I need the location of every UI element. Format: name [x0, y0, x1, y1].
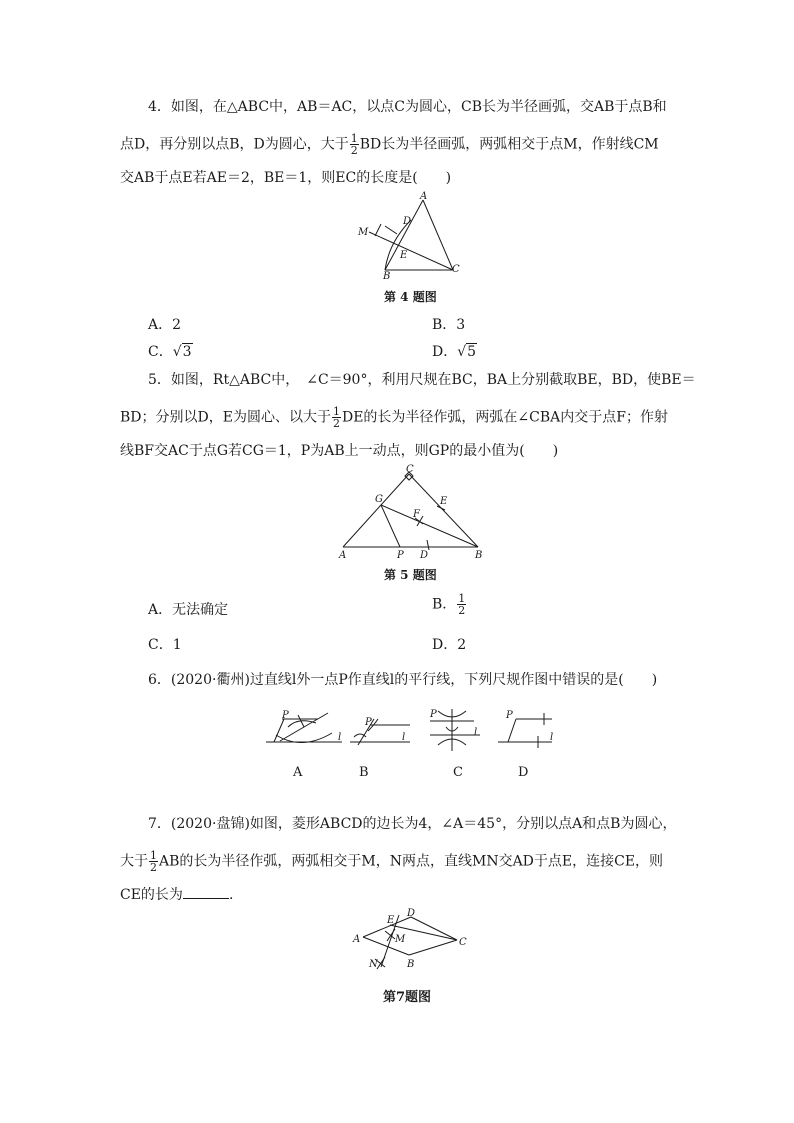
q4-option-c-radicand: 3	[182, 344, 192, 360]
q5-option-b-prefix: B．	[432, 596, 457, 613]
q4-line-2-part-a: 点D，再分别以点B，D为圆心，大于	[120, 136, 349, 153]
q7-line-2-part-a: 大于	[120, 853, 148, 870]
q7-line-bc	[409, 940, 457, 955]
q7-answer-blank[interactable]	[183, 884, 229, 899]
q4-line-2-part-b: BD长为半径画弧，两弧相交于点M，作射线CM	[359, 136, 659, 153]
q4-option-d-prefix: D．	[432, 344, 458, 360]
q5-ray-bg	[381, 505, 478, 547]
q5-fraction	[332, 406, 341, 429]
q6-fig-a-label-l: l	[338, 732, 342, 743]
q6-fig-a-label-p: P	[282, 710, 289, 721]
q4-label-d: D	[403, 216, 412, 227]
q5-option-d: D．2	[432, 637, 467, 653]
q7-line-dc	[411, 917, 457, 940]
q5-tick-d	[427, 540, 429, 550]
q5-text-line-3: 线BF交AC于点G若CG＝1，P为AB上一动点，则GP的最小值为( )	[120, 443, 559, 459]
q5-option-b-num: 1	[458, 592, 466, 605]
q4-frac-num: 1	[350, 132, 358, 145]
q7-line-3-end: .	[228, 887, 234, 903]
q4-fraction	[350, 133, 359, 156]
q5-line-2-part-b: DE的长为半径作弧，两弧在∠CBA内交于点F；作射	[341, 409, 668, 426]
q7-label-n: N	[369, 959, 378, 970]
q7-line-3-text: CE的长为	[120, 887, 183, 903]
q6-text-line-1: 6．(2020·衢州)过直线l外一点P作直线l的平行线，下列尺规作图中错误的是( )	[148, 672, 658, 688]
q4-option-c-sqrt: √3	[172, 344, 192, 360]
q4-label-a: A	[420, 191, 428, 202]
q6-fig-b-label-p: P	[365, 717, 372, 728]
q5-label-e: E	[440, 496, 448, 507]
q4-ray-cm	[369, 232, 453, 270]
q4-option-d-sqrt: √5	[457, 344, 477, 360]
q4-option-c	[148, 342, 193, 362]
q6-figure-b	[350, 719, 410, 745]
q4-text-line-1: 4．如图，在△ABC中，AB＝AC，以点C为圆心，CB长为半径画弧，交AB于点B和	[148, 99, 667, 115]
q6-figure-a	[266, 713, 342, 743]
q6-label-c: C	[453, 765, 463, 780]
q5-line-gp	[381, 505, 400, 547]
q7-label-m: M	[395, 934, 406, 945]
q5-figure	[333, 462, 498, 562]
q5-label-f: F	[413, 509, 420, 520]
q4-text-line-3: 交AB于点E若AE＝2，BE＝1，则EC的长度是( )	[120, 170, 452, 186]
q6-figures	[262, 705, 562, 755]
q7-line-2-part-b: AB的长为半径作弧，两弧相交于M，N两点，直线MN交AD于点E，连接CE，则	[159, 853, 664, 870]
q5-caption: 第 5 题图	[384, 568, 437, 582]
q7-frac-num: 1	[150, 849, 157, 862]
q7-text-line-1: 7．(2020·盘锦)如图，菱形ABCD的边长为4，∠A＝45°，分别以点A和点B为圆心，	[148, 816, 677, 832]
q4-label-m: M	[358, 227, 369, 238]
q6-label-b: B	[359, 765, 369, 780]
q4-option-d	[432, 342, 477, 362]
q6-fig-c-label-l: l	[474, 727, 478, 738]
q5-option-b-den: 2	[458, 604, 466, 617]
q7-caption: 第7题图	[383, 990, 432, 1005]
q7-text-line-2	[120, 850, 663, 873]
q6-fig-d-label-p: P	[506, 710, 513, 721]
q5-option-a: A．无法确定	[148, 602, 229, 618]
q7-label-e: E	[387, 915, 395, 926]
q5-label-b: B	[475, 550, 483, 561]
q6-label-a: A	[293, 765, 303, 780]
q7-frac-den: 2	[150, 861, 157, 874]
q4-figure	[355, 190, 475, 280]
q7-figure	[345, 905, 475, 975]
q5-option-b-fraction	[457, 593, 466, 616]
q4-small-arc-1	[385, 226, 397, 234]
q4-frac-den: 2	[350, 144, 358, 157]
q7-arc-n2	[377, 957, 385, 969]
q7-label-c: C	[459, 937, 467, 948]
q5-option-b	[432, 593, 467, 616]
q6-fig-c-label-p: P	[430, 709, 437, 720]
q4-option-d-radicand: 5	[467, 344, 477, 360]
q4-option-a: A．2	[148, 317, 182, 333]
q5-text-line-2	[120, 406, 668, 429]
q5-label-g: G	[375, 494, 383, 505]
q6-label-d: D	[518, 765, 529, 780]
q5-label-c: C	[406, 464, 414, 475]
q6-figure-c	[430, 709, 480, 751]
q4-label-b: B	[383, 271, 391, 280]
q7-fraction	[149, 850, 158, 873]
q6-fig-d-label-l: l	[550, 732, 554, 743]
q5-option-c: C．1	[148, 637, 182, 653]
q5-frac-num: 1	[332, 405, 340, 418]
q5-text-line-1: 5．如图，Rt△ABC中， ∠C＝90°，利用尺规在BC，BA上分别截取BE，BD，使BE＝	[148, 372, 696, 388]
q5-label-p: P	[397, 550, 404, 561]
q5-line-2-part-a: BD；分别以D，E为圆心、以大于	[120, 409, 331, 426]
q4-label-e: E	[400, 250, 408, 261]
q7-label-a: A	[353, 934, 361, 945]
q4-caption: 第 4 题图	[384, 290, 437, 304]
q5-line-ac	[343, 474, 409, 547]
q6-fig-b-label-l: l	[402, 732, 406, 743]
q4-line-ac	[423, 200, 453, 270]
q4-text-line-2	[120, 133, 659, 156]
q4-option-c-prefix: C．	[148, 344, 173, 360]
q4-option-b: B．3	[432, 317, 466, 333]
q5-label-a: A	[339, 550, 347, 561]
q5-frac-den: 2	[332, 417, 340, 430]
q7-label-b: B	[407, 959, 415, 970]
q4-label-c: C	[452, 264, 460, 275]
q4-small-arc-2	[375, 224, 381, 236]
q5-label-d: D	[420, 550, 429, 561]
q7-label-d: D	[407, 908, 416, 919]
q7-text-line-3	[120, 884, 233, 905]
